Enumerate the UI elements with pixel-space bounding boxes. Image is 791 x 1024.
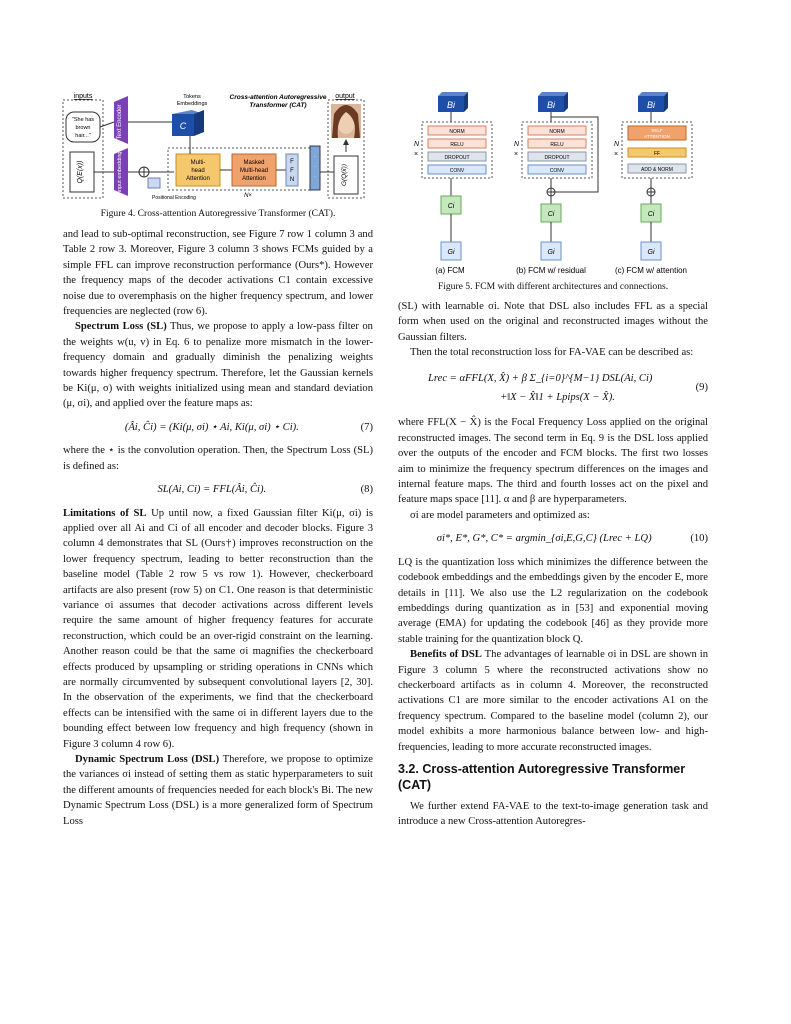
svg-text:G(Q(x̂)): G(Q(x̂)) bbox=[341, 163, 348, 187]
equation-10: σi*, E*, G*, C* = argmin_{σi,E,G,C} (Lrec + LQ) (10) bbox=[436, 533, 708, 545]
svg-text:N: N bbox=[289, 177, 295, 183]
dsl-heading: Dynamic Spectrum Loss (DSL) bbox=[75, 754, 220, 765]
svg-text:(b) FCM w/ residual: (b) FCM w/ residual bbox=[516, 266, 586, 275]
equation-9: Lrec = αFFL(X, X̂) + β Σ_{i=0}^{M−1} DSL(Ai, Ci) +‖X − X̂‖1 + Lpips(X − X̂). (9) bbox=[428, 372, 708, 404]
svg-text:Ci: Ci bbox=[647, 211, 655, 218]
paragraph: σi are model parameters and optimized as: bbox=[410, 509, 590, 521]
svg-text:×: × bbox=[514, 151, 519, 158]
paragraph: LQ is the quantization loss which minimizes the difference between the codebook embeddings and the embeddings given by the encoder E, more details in [11]. We also use the L2 regularization on the codebook embeddings during quantization as in [53] and exponential moving average (EMA) for updating the codebook [46] as they provide more stable training for the quantization block Q. bbox=[398, 556, 708, 645]
output-label: output bbox=[335, 93, 355, 100]
svg-text:N: N bbox=[614, 141, 620, 148]
svg-text:·: · bbox=[314, 174, 316, 180]
svg-text:Attention: Attention bbox=[186, 176, 210, 182]
section-heading: 3.2. Cross-attention Autoregressive Transformer (CAT) bbox=[398, 761, 686, 792]
svg-text:Gi: Gi bbox=[447, 249, 455, 256]
svg-text:CONV: CONV bbox=[449, 168, 465, 174]
svg-text:Multi-: Multi- bbox=[190, 160, 206, 166]
svg-text:brown: brown bbox=[75, 125, 91, 131]
limitations-heading: Limitations of SL bbox=[63, 507, 147, 519]
svg-text:Positional Encoding: Positional Encoding bbox=[152, 195, 196, 201]
svg-text:N×: N× bbox=[244, 193, 252, 199]
figure-4-caption: Figure 4. Cross-attention Autoregressive Transformer (CAT). bbox=[100, 208, 336, 219]
svg-text:×: × bbox=[614, 151, 619, 158]
svg-text:Input embedding: Input embedding bbox=[117, 151, 123, 193]
paragraph: We further extend FA-VAE to the text-to-image generation task and introduce a new Cross-attention Autoregres- bbox=[398, 800, 708, 828]
svg-text:Gi: Gi bbox=[547, 249, 555, 256]
svg-text:·: · bbox=[314, 154, 316, 160]
svg-text:Gi: Gi bbox=[647, 249, 655, 256]
svg-text:×: × bbox=[414, 151, 419, 158]
paragraph: and lead to sub-optimal reconstruction, see Figure 7 row 1 column 3 and Table 2 row 3. Moreover, Figure 3 column 3 shows FCMs guided by a simple FFL can improve reconstruction performance (Ours*). However the frequency maps of the decoder activations C1 contain excessive noise due to overemphasis on the higher frequency spectrum, and lower frequencies are neglected (row 6). bbox=[63, 229, 373, 318]
svg-text:Masked: Masked bbox=[243, 160, 265, 166]
paragraph: where FFL(X − X̂) is the Focal Frequency Loss applied on the original reconstructed images. The second term in Eq. 9 is the DSL loss applied over the outputs of the encoder and FCM blocks. The first two losses aim to minimize the frequency spectrum differences on the images and internal feature maps. The third and fourth losses act on the pixel and feature maps space [11]. α and β are hyperparameters. bbox=[398, 417, 708, 506]
svg-text:Cross-attention Autoregressive: Cross-attention Autoregressive bbox=[229, 94, 327, 101]
paragraph: where the ⋆ is the convolution operation. Then, the Spectrum Loss (SL) is defined as: bbox=[63, 445, 373, 472]
sl-heading: Spectrum Loss (SL) bbox=[75, 321, 167, 333]
svg-text:head: head bbox=[191, 168, 205, 174]
svg-text:Transformer (CAT): Transformer (CAT) bbox=[249, 102, 307, 109]
svg-text:CONV: CONV bbox=[549, 168, 565, 174]
svg-text:NORM: NORM bbox=[449, 129, 465, 135]
svg-text:Multi-head: Multi-head bbox=[239, 168, 269, 174]
paragraph: (SL) with learnable σi. Note that DSL also includes FFL as a special form when used on the original and reconstructed images without the Gaussian filters. bbox=[398, 301, 708, 343]
svg-text:DROPOUT: DROPOUT bbox=[544, 155, 570, 161]
svg-text:hair...": hair..." bbox=[75, 133, 91, 139]
svg-text:Bi: Bi bbox=[546, 100, 556, 110]
figure-5-diagram bbox=[408, 92, 704, 278]
svg-text:N: N bbox=[414, 141, 420, 148]
fcm-a bbox=[414, 92, 492, 260]
svg-text:DROPOUT: DROPOUT bbox=[444, 155, 470, 161]
svg-text:FF: FF bbox=[653, 151, 661, 157]
equation-7: (Âi, Ĉi) = (Ki(μ, σi) ⋆ Ai, Ki(μ, σi) ⋆ Ci). (7) bbox=[124, 421, 373, 433]
svg-text:·: · bbox=[314, 164, 316, 170]
svg-text:RELU: RELU bbox=[550, 142, 564, 148]
svg-text:N: N bbox=[514, 141, 520, 148]
svg-text:ADD & NORM: ADD & NORM bbox=[641, 167, 673, 173]
svg-text:Ci: Ci bbox=[547, 211, 555, 218]
svg-text:Attention: Attention bbox=[242, 176, 266, 182]
svg-text:F: F bbox=[290, 159, 294, 165]
svg-text:(a) FCM: (a) FCM bbox=[435, 266, 465, 275]
figure-5-caption: Figure 5. FCM with different architectures and connections. bbox=[437, 281, 669, 292]
svg-text:Text Encoder: Text Encoder bbox=[117, 104, 123, 140]
svg-text:Tokens: Tokens bbox=[183, 94, 201, 100]
benefits-heading: Benefits of DSL bbox=[410, 649, 482, 661]
svg-text:ATTENTION: ATTENTION bbox=[644, 134, 670, 139]
fcm-c bbox=[614, 92, 692, 260]
inputs-label: inputs bbox=[73, 93, 93, 100]
right-column: (SL) with learnable σi. Note that DSL also includes FFL as a special form when used on the original and reconstructed images without the Gaussian filters. Then the total reconstruction loss for FA-VAE can be described as: Lrec = αFFL(X, X̂) + β Σ_{i=0}^{M−1} DSL(Ai, Ci) +‖X − X̂‖1 + Lpips(X − X̂). (9) where FFL(X − X̂) is the Focal Frequency Loss applied on the original reconstructed images. The second term in Eq. 9 is the DSL loss applied over the outputs of the encoder and FCM blocks. The first two losses aim to minimize the frequency spectrum differences on the images and internal feature maps. The third and fourth losses act on the pixel and feature maps space [11]. α and β are hyperparameters. σi are model parameters and optimized as: σi*, E*, G*, C* = argmin_{σi,E,G,C} (Lrec + LQ) (10) LQ is the quantization loss which minimizes the difference between the codebook embeddings and the embeddings given by the encoder E, more details in [11]. We also use the L2 regularization on the codebook embeddings during quantization as in [53] and exponential moving average (EMA) for updating the codebook [46] as they provide more stable training for the quantization block Q. Benefits of DSL The advantages of learnable σi in DSL are shown in Figure 3 column 5 where the reconstructed activations show no checkerboard artifacts as in column 4. Moreover, the reconstructed activations C1 are more similar to the encoder activations A1 on the frequency spectrum. Compared to the baseline model (column 2), our model exhibits a more harmonious balance between low- and high-frequencies, leading to more accurate reconstructed images. 3.2. Cross-attention Autoregressive Transformer (CAT) We further extend FA-VAE to the text-to-image generation task and introduce a new Cross-attention Autoregres- bbox=[398, 299, 708, 830]
svg-text:RELU: RELU bbox=[450, 142, 464, 148]
svg-text:"She has: "She has bbox=[71, 117, 95, 123]
left-column: and lead to sub-optimal reconstruction, see Figure 7 row 1 column 3 and Table 2 row 3. Moreover, Figure 3 column 3 shows FCMs guided by a simple FFL can improve reconstruction performance (Ours*). However the frequency maps of the decoder activations C1 contain excessive noise due to overemphasis on the higher frequency spectrum, and lower frequencies are neglected (row 6). Spectrum Loss (SL) Thus, we propose to apply a low-pass filter on the weights w(u, v) in Eq. 6 to penalize more mismatch in the lower-frequency domain and gradually diminish the penalizing weights towards higher frequency spectrum. Therefore, let the Gaussian kernels be Ki(μ, σ) with weights initialized using mean and standard deviation (μ, σi), and applied over the feature maps as: (Âi, Ĉi) = (Ki(μ, σi) ⋆ Ai, Ki(μ, σi) ⋆ Ci). (7) where the ⋆ is the convolution operation. Then, the Spectrum Loss (SL) is defined as: SL(Ai, Ci) = FFL(Âi, Ĉi). (8) Limitations of SL Up until now, a fixed Gaussian filter Ki(μ, σi) is applied over all Ai and Ci of all encoder and decoder blocks. Figure 3 column 4 demonstrates that SL (Ours†) improves reconstruction on the lower frequency spectrum, leading to better reconstruction than the baseline model (Table 2 row 5 vs row 1). However, checkerboard artifacts are also present (row 5) on C1. One reason is that deterministic variance σi assumes that decoder activations across different levels require the same amount of higher frequency features for accurate reconstruction, which could be an over-rigid constraint on the learning. Another reason could be that the same σi magnifies the checkerboard effects produced by upsampling or striding operations in CNNs which are normally circumvented by subsequent convolutional layers [2, 30]. In the observation of the experiments, we find that the checkerboard effects can be intensified with the same σi in different layers due to the bounding effect between low frequency and high frequency (shown in Figure 3 column 4 row 6). Dynamic Spectrum Loss (DSL) Therefore, we propose to optimize the variances σi instead of setting them as static hyperparameters to suit the different amounts of frequencies needed for each block's Bi. The new Dynamic Spectrum Loss (DSL) is a more generalized form of Spectrum Loss bbox=[63, 229, 373, 827]
svg-text:Embeddings: Embeddings bbox=[176, 101, 208, 107]
paragraph: Then the total reconstruction loss for FA-VAE can be described as: bbox=[410, 347, 694, 359]
svg-text:Q(E(x)): Q(E(x)) bbox=[77, 160, 84, 184]
svg-text:NORM: NORM bbox=[549, 129, 565, 135]
equation-8: SL(Ai, Ci) = FFL(Âi, Ĉi). (8) bbox=[157, 484, 373, 496]
svg-text:C: C bbox=[179, 121, 187, 131]
svg-text:(c) FCM w/ attention: (c) FCM w/ attention bbox=[614, 266, 688, 275]
fcm-b bbox=[514, 92, 598, 260]
svg-text:SELF: SELF bbox=[651, 128, 663, 133]
figure-4-diagram bbox=[62, 92, 372, 204]
svg-text:Ci: Ci bbox=[447, 203, 455, 210]
svg-text:Bi: Bi bbox=[446, 100, 456, 110]
svg-text:F: F bbox=[290, 168, 294, 174]
svg-text:Bi: Bi bbox=[646, 100, 656, 110]
